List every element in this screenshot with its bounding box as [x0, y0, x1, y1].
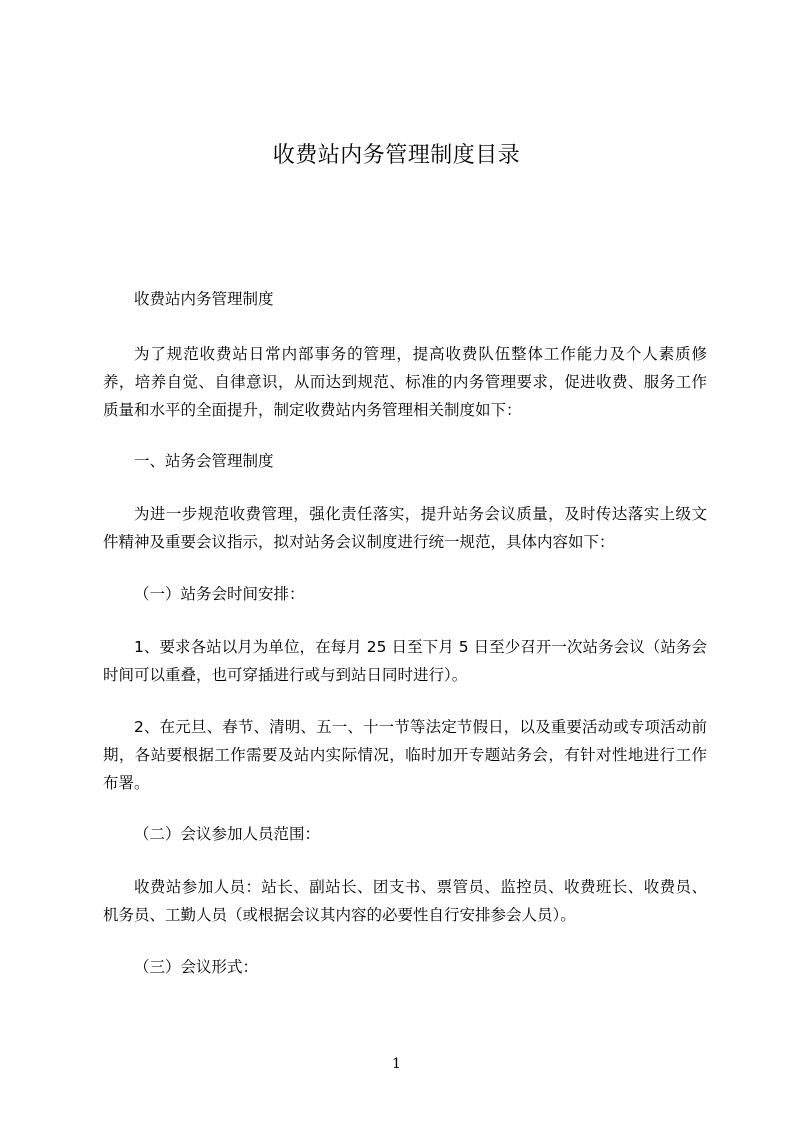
page-number: 1 [392, 1056, 401, 1072]
subheading-meeting-format: （三）会议形式： [134, 958, 259, 976]
schedule-item-2: 2、在元旦、春节、清明、五一、十一节等法定节假日，以及重要活动或专项活动前期，各站要根据工作需要及站内实际情况，临时加开专题站务会，有针对性地进行工作布署。 [103, 718, 707, 792]
participants-paragraph: 收费站参加人员：站长、副站长、团支书、票管员、监控员、收费班长、收费员、机务员、工勤人员（或根据会议其内容的必要性自行安排参会人员）。 [103, 878, 707, 924]
meeting-intro-paragraph: 为进一步规范收费管理，强化责任落实，提升站务会议质量，及时传达落实上级文件精神及重要会议指示，拟对站务会议制度进行统一规范，具体内容如下： [103, 505, 707, 551]
document-title: 收费站内务管理制度目录 [272, 143, 521, 168]
intro-paragraph: 为了规范收费站日常内部事务的管理，提高收费队伍整体工作能力及个人素质修养，培养自觉、自律意识，从而达到规范、标准的内务管理要求，促进收费、服务工作质量和水平的全面提升，制定收费站内务管理相关制度如下： [103, 345, 707, 419]
section-heading-meeting-system: 一、站务会管理制度 [134, 452, 274, 470]
schedule-item-1: 1、要求各站以月为单位，在每月 25 日至下月 5 日至少召开一次站务会议（站务会时间可以重叠，也可穿插进行或与到站日同时进行）。 [103, 638, 707, 684]
subheading-participants: （二）会议参加人员范围： [134, 825, 321, 843]
section-heading-system: 收费站内务管理制度 [134, 290, 274, 308]
subheading-meeting-schedule: （一）站务会时间安排： [134, 585, 305, 603]
